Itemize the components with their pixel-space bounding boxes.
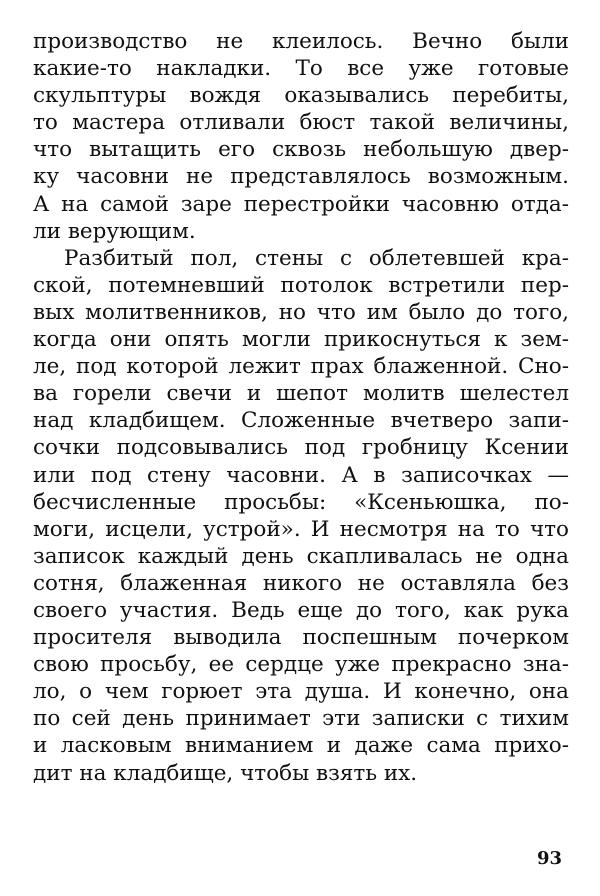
text-line: ку часовни не представлялось возможным. xyxy=(33,164,569,190)
text-line: ли верующим. xyxy=(33,218,196,244)
text-line: А на самой заре перестройки часовню отда- xyxy=(33,191,569,217)
text-line: ло, о чем горюет эта душа. И конечно, она xyxy=(33,679,569,705)
paragraph-2 xyxy=(33,245,569,787)
text-line: когда они опять могли прикоснуться к зем- xyxy=(33,327,569,353)
page-body xyxy=(33,28,569,787)
text-line: ской, потемневший потолок встретили пер- xyxy=(33,272,569,298)
text-line: или под стену часовни. А в записочках — xyxy=(33,462,569,488)
text-line: свою просьбу, ее сердце уже прекрасно зна- xyxy=(33,652,569,678)
text-line: и ласковым вниманием и даже сама прихо- xyxy=(33,733,569,759)
text-line: какие-то накладки. То все уже готовые xyxy=(33,56,569,82)
text-line: ва горели свечи и шепот молитв шелестел xyxy=(33,381,569,407)
text-line: дит на кладбище, чтобы взять их. xyxy=(33,760,418,786)
text-line: вых молитвенников, но что им было до того, xyxy=(33,299,569,325)
text-line: что вытащить его сквозь небольшую двер- xyxy=(33,137,569,163)
text-line: сочки подсовывались под гробницу Ксении xyxy=(33,435,569,461)
text-line: моги, исцели, устрой». И несмотря на то что xyxy=(33,516,569,542)
text-line: то мастера отливали бюст такой величины, xyxy=(33,110,569,136)
text-line: скульптуры вождя оказывались перебиты, xyxy=(33,83,569,109)
paragraph-1 xyxy=(33,28,569,245)
page-number: 93 xyxy=(536,848,562,869)
text-line: Разбитый пол, стены с облетевшей кра- xyxy=(64,245,569,271)
text-line: над кладбищем. Сложенные вчетверо запи- xyxy=(33,408,569,434)
text-line: своего участия. Ведь еще до того, как рука xyxy=(33,597,569,623)
text-line: записок каждый день скапливалась не одна xyxy=(33,543,569,569)
text-line: производство не клеилось. Вечно были xyxy=(33,29,569,54)
text-line: бесчисленные просьбы: «Ксеньюшка, по- xyxy=(33,489,569,515)
text-line: просителя выводила поспешным почерком xyxy=(33,625,569,651)
text-line: ле, под которой лежит прах блаженной. Сно- xyxy=(33,354,569,380)
text-line: сотня, блаженная никого не оставляла без xyxy=(33,570,569,596)
text-line: по сей день принимает эти записки с тихим xyxy=(33,706,569,732)
